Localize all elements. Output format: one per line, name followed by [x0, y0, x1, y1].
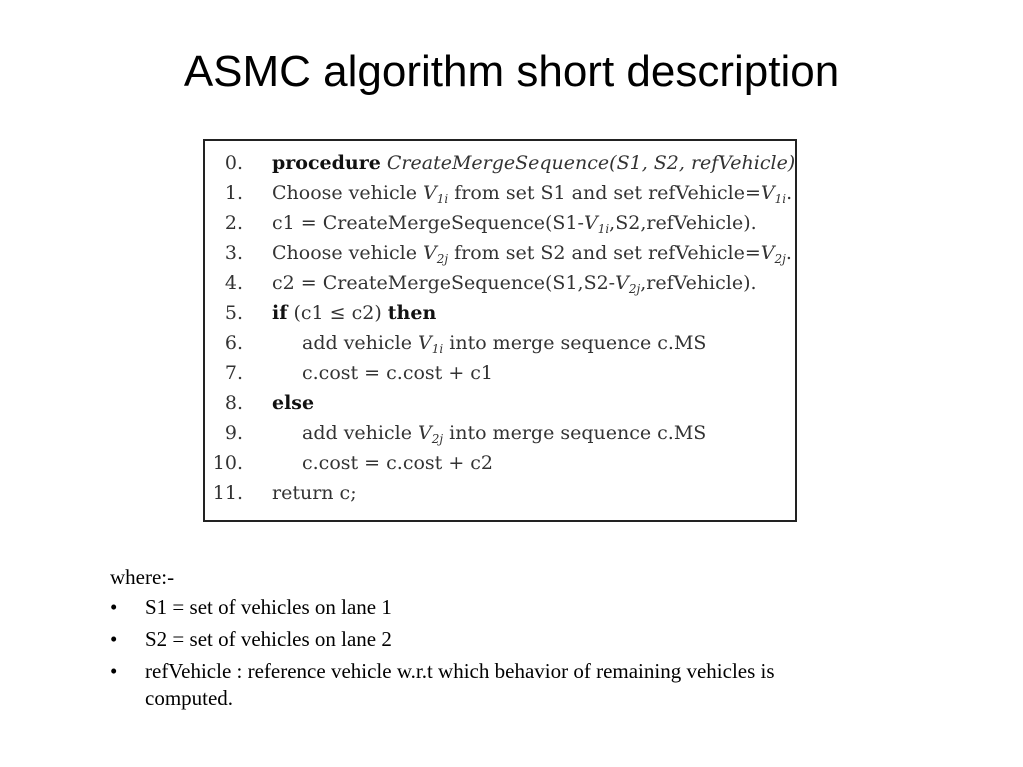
line-number: 4. [224, 272, 243, 294]
line-number: 2. [224, 212, 243, 234]
procedure-name: CreateMergeSequence [386, 152, 610, 174]
algorithm-box [203, 139, 797, 522]
line-text: c1 = CreateMergeSequence(S1- [272, 212, 584, 234]
line-number: 5. [224, 302, 243, 324]
line-text: add vehicle [302, 332, 418, 354]
vehicle-variable: $V_{1i}$ [583, 212, 610, 236]
definition-item [110, 658, 830, 712]
line-text: c.cost = c.cost + c2 [302, 452, 494, 474]
keyword-if: if [272, 302, 288, 324]
line-body [272, 298, 436, 328]
vehicle-variable: $V_{1i}$ [760, 182, 787, 206]
definition-text: S2 = set of vehicles on lane 2 [145, 627, 392, 651]
vehicle-variable: $V_{2j}$ [615, 272, 641, 296]
line-number: 1. [224, 182, 243, 204]
definition-text: refVehicle : reference vehicle w.r.t which behavior of remaining vehicles is computed. [145, 659, 775, 710]
line-body: Choose vehicle $V_{2j}$ from set S2 and set $refVehicle=V_{2j}$. [272, 242, 792, 266]
line-body [272, 148, 795, 178]
line-number: 0. [224, 152, 243, 174]
line-number: 8. [224, 392, 243, 414]
line-text: into merge sequence c.MS [443, 332, 707, 354]
vehicle-variable: $V_{2j}$ [418, 422, 444, 446]
line-number: 10. [212, 452, 243, 474]
definition-item [110, 594, 830, 621]
line-text: add vehicle [302, 422, 418, 444]
definitions-block [110, 562, 830, 717]
vehicle-variable: $V_{1i}$ [422, 182, 449, 206]
vehicle-variable: $V_{2j}$ [760, 242, 786, 266]
line-text: c.cost = c.cost + c1 [302, 362, 494, 384]
keyword-procedure: procedure [272, 152, 381, 174]
slide-title: ASMC algorithm short description [183, 47, 840, 96]
line-text: c2 = CreateMergeSequence(S1,S2- [272, 272, 616, 294]
line-number: 7. [224, 362, 243, 384]
line-number: 3. [224, 242, 243, 264]
line-text: ,refVehicle). [640, 272, 757, 294]
bullet-icon: • [110, 595, 118, 619]
line-body: Choose vehicle $V_{1i}$ from set S1 and set $refVehicle=V_{1i}$. [272, 182, 793, 206]
line-text: Choose vehicle [272, 242, 423, 264]
line-text: ,S2,refVehicle). [609, 212, 757, 234]
line-text: from set S1 and set refVehicle= [448, 182, 761, 204]
procedure-args: (S1, S2, refVehicle) [609, 152, 796, 174]
line-number: 11. [212, 482, 243, 504]
vehicle-variable: $V_{2j}$ [422, 242, 449, 266]
line-number: 9. [224, 422, 243, 444]
condition: (c1 ≤ c2) [287, 302, 388, 324]
bullet-icon: • [110, 627, 118, 651]
vehicle-variable: $V_{1i}$ [418, 332, 444, 356]
line-text: from set S2 and set refVehicle= [448, 242, 761, 264]
line-text: return c; [272, 482, 357, 504]
where-label: where:- [110, 565, 175, 589]
definition-text: S1 = set of vehicles on lane 1 [145, 595, 392, 619]
line-text: Choose vehicle [272, 182, 423, 204]
bullet-icon: • [110, 659, 118, 683]
keyword-then: then [387, 302, 437, 324]
definition-item [110, 626, 830, 653]
keyword-else: else [272, 392, 315, 414]
line-text: into merge sequence c.MS [443, 422, 707, 444]
line-number: 6. [224, 332, 243, 354]
